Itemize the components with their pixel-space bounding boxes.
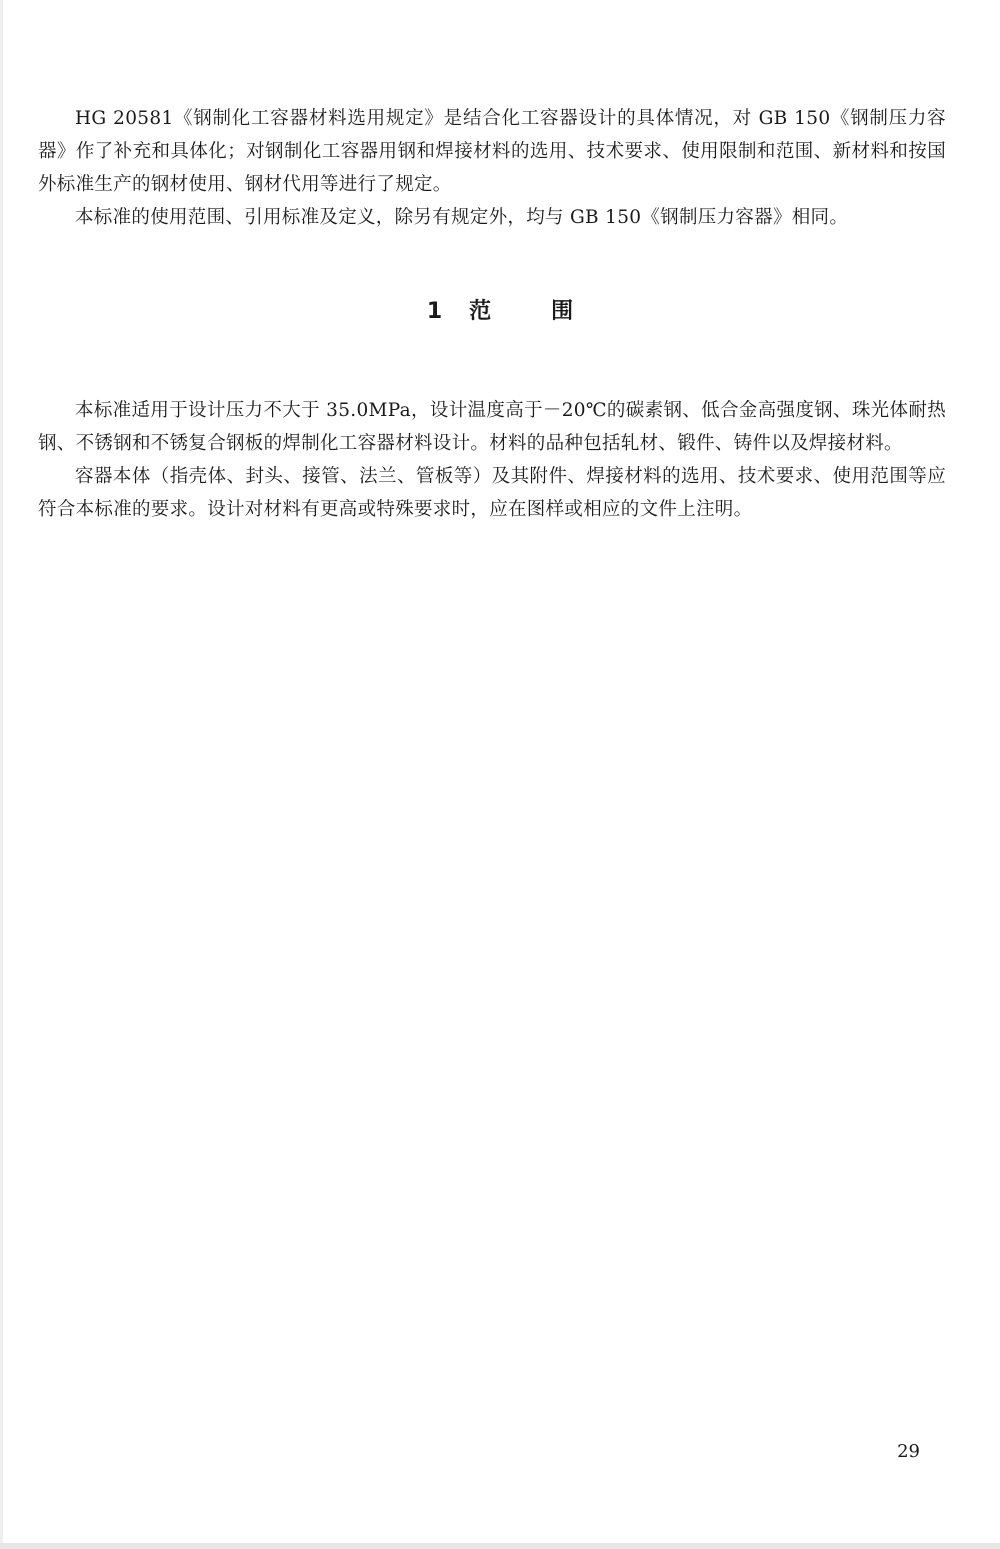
intro-paragraph-2: 本标准的使用范围、引用标准及定义，除另有规定外，均与 GB 150《钢制压力容器》相同。 xyxy=(75,207,849,228)
intro-text xyxy=(38,102,946,234)
section-heading xyxy=(0,292,1000,332)
section-body xyxy=(38,394,946,526)
section-paragraph-1: 本标准适用于设计压力不大于 35.0MPa，设计温度高于－20℃的碳素钢、低合金高强度钢、珠光体耐热钢、不锈钢和不锈复合钢板的焊制化工容器材料设计。材料的品种包括轧材、锻件、铸件以及焊接材料。 xyxy=(38,400,946,454)
section-paragraph-2: 容器本体（指壳体、封头、接管、法兰、管板等）及其附件、焊接材料的选用、技术要求、使用范围等应符合本标准的要求。设计对材料有更高或特殊要求时，应在图样或相应的文件上注明。 xyxy=(38,466,946,520)
section-number: 1 xyxy=(426,299,444,324)
page-edge xyxy=(0,0,3,1549)
page-number: 29 xyxy=(897,1441,920,1462)
section-title: 范围 xyxy=(469,299,634,324)
intro-paragraph-1: HG 20581《钢制化工容器材料选用规定》是结合化工容器设计的具体情况，对 GB 150《钢制压力容器》作了补充和具体化；对钢制化工容器用钢和焊接材料的选用、技术要求、使用限制和范围、新材料和按国外标准生产的钢材使用、钢材代用等进行了规定。 xyxy=(38,108,946,195)
page-bottom-edge xyxy=(0,1543,1000,1549)
